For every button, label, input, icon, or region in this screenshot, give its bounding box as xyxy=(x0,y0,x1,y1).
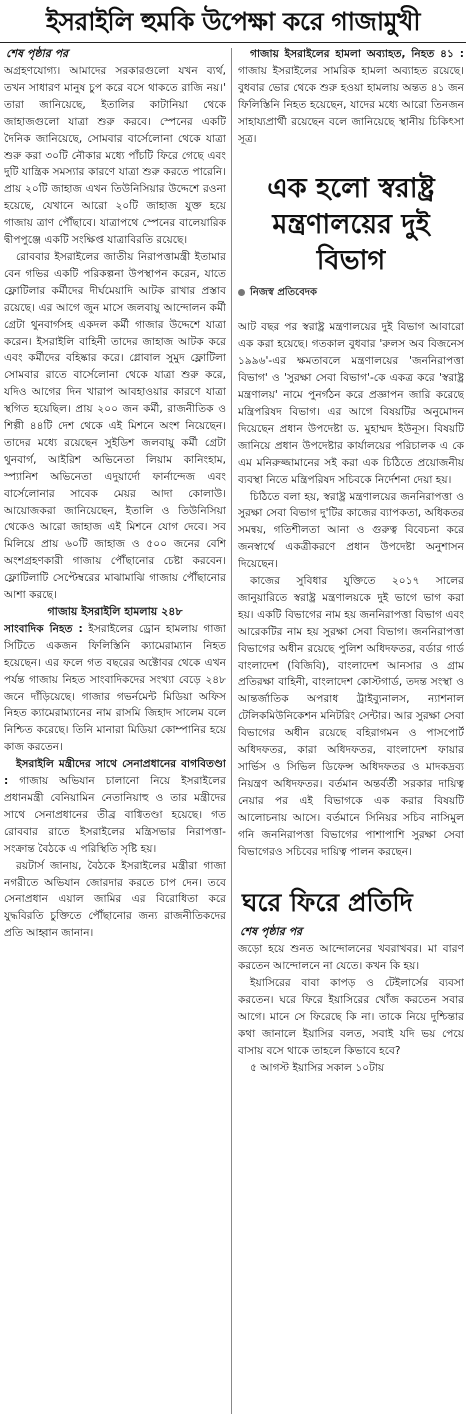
article-paragraph: চিঠিতে বলা হয়, স্বরাষ্ট্র মন্ত্রণালয়ের জননিরাপত্তা ও সুরক্ষা সেবা বিভাগ দু'টির কাজের ব্যাপকতা, অধিকতর সমন্বয়, গতিশীলতা আনা ও গুরুত্ব বিবেচনা করে জনস্বার্থে একত্রীকরণে প্রধান উপদেষ্টা অনুশাসন দিয়েছেন। xyxy=(238,490,464,571)
article-paragraph: রয়টার্স জানায়, বৈঠকে ইসরাইলের মন্ত্রীরা গাজা নগরীতে অভিযান জোরদার করতে চাপ দেন। তবে সেনাপ্রধান এয়াল জামির এর বিরোধিতা করে যুদ্ধবিরতি চুক্তিতে পৌঁছানোর জন্য রাজনীতিকদের প্রতি আহ্বান জানান। xyxy=(4,859,226,940)
section-text: গাজায় ইসরাইলের সামরিক হামলা অব্যাহত রয়েছে। বুধবার ভোর থেকে শুরু হওয়া হামলায় অন্তত ৪১ জন ফিলিস্তিনি নিহত হয়েছেন, যাদের মধ্যে আরো তিনজন সাহায্যপ্রার্থী রয়েছেন বলে জানিয়েছে স্থানীয় চিকিৎসা সূত্র। xyxy=(238,64,464,145)
article-paragraph: জড়ো হয়ে শুনত আন্দোলনের খবরাখবর। মা বারণ করতেন আন্দোলনে না যেতে। কখন কি হয়। xyxy=(238,943,464,973)
article-headline-2: ঘরে ফিরে প্রতিদি xyxy=(242,888,413,918)
section-lead: সাংবাদিক নিহত : xyxy=(4,622,83,635)
article-paragraph: রোববার ইসরাইলের জাতীয় নিরাপত্তামন্ত্রী ইতামার বেন গভির একটি পরিকল্পনা উপস্থাপন করেন, যাতে ফ্লোটিলার কর্মীদের দীর্ঘমেয়াদি আটক রাখার প্রস্তাব রয়েছে। এর আগে জুন মাসে জলবায়ু আন্দোলন কর্মী গ্রেটা থুনবার্গসহ একদল কর্মী গাজার উদ্দেশে যাত্রা করেন। ইসরাইলি বাহিনী তাদের জাহাজ আটক করে এবং কর্মীদের বহিষ্কার করে। গ্লোবাল সুমুদ ফ্লোটিলা সোমবার রাতে বার্সেলোনা থেকে যাত্রা শুরু করে, যদিও আগের দিন খারাপ আবহাওয়ার কারণে যাত্রা স্থগিত হয়েছিল। প্রায় ২০০ জন কর্মী, রাজনীতিক ও শিল্পী ৪৪টি দেশ থেকে এই মিশনে অংশ নিয়েছেন। তাদের মধ্যে রয়েছেন সুইডিশ জলবায়ু কর্মী গ্রেটা থুনবার্গ, আইরিশ অভিনেতা লিয়াম কানিংহাম, স্প্যানিশ অভিনেতা এদুয়ার্দো ফার্নান্দেজ এবং বার্সেলোনার সাবেক মেয়র আদা কোলাউ। আয়োজকরা জানিয়েছেন, ইতালি ও তিউনিসিয়া থেকেও আরো জাহাজ এই মিশনে যোগ দেবে। সব মিলিয়ে প্রায় ৬০টি জাহাজ ও ৫০০ জনের বেশি অংশগ্রহণকারী গাজায় পৌঁছানোর চেষ্টা করবেন। ফ্লোটিলাটি সেপ্টেম্বরের মাঝামাঝি গাজায় পৌঁছানোর আশা করছে। xyxy=(4,250,226,602)
right-column xyxy=(238,46,464,1414)
byline-text: নিজস্ব প্রতিবেদক xyxy=(250,287,318,299)
section-lead: গাজায় ইসরাইলের হামলা অব্যাহত, নিহত ৪১ : xyxy=(250,48,464,60)
article-paragraph: অগ্রহণযোগ্য। আমাদের সরকারগুলো যখন ব্যর্থ, তখন সাধারণ মানুষ চুপ করে বসে থাকতে রাজি নয়।' তারা জানিয়েছে, ইতালির কাটানিয়া থেকে জাহাজগুলো যাত্রা শুরু করবে। স্পেনের একটি দৈনিক জানিয়েছে, সোমবার বার্সেলোনা থেকে যাত্রা শুরু করা ৩০টি নৌকার মধ্যে পাঁচটি ফিরে গেছে এবং দুটি যান্ত্রিক সমস্যার কারণে যাত্রা শুরু করতে পারেনি। প্রায় ২০টি জাহাজ এখন তিউনিসিয়ার উদ্দেশে রওনা হয়েছে, যেখানে আরো ২০টি জাহাজ যুক্ত হয়ে গাজায় ত্রাণ পৌঁছাবে। যাত্রাপথে স্পেনের বালেয়ারিক দ্বীপপুঞ্জে একটি সংক্ষিপ্ত যাত্রাবিরতি রয়েছে। xyxy=(4,65,226,247)
article-paragraph: ৫ আগস্ট ইয়াসির সকাল ১০টায় xyxy=(250,1061,385,1074)
section-text: ইসরাইলের ড্রোন হামলায় গাজা সিটিতে একজন ফিলিস্তিনি ক্যামেরাম্যান নিহত হয়েছেন। এর ফলে গত বছরের অক্টোবর থেকে এখন পর্যন্ত গাজায় নিহত সাংবাদিকদের সংখ্যা বেড়ে ২৪৮ জনে দাঁড়িয়েছে। গাজার গভর্নমেন্ট মিডিয়া অফিস নিহত ক্যামেরাম্যানের নাম রাসমি জিহাদ সালেম বলে নিশ্চিত করেছে। তিনি মানারা মিডিয়া কোম্পানির হয়ে কাজ করতেন। xyxy=(4,622,226,754)
subheading: গাজায় ইসরাইলি হামলায় ২৪৮ xyxy=(47,605,183,618)
article-paragraph: আট বছর পর স্বরাষ্ট্র মন্ত্রণালয়ের দুই বিভাগ আবারো এক করা হয়েছে। গতকাল বুধবার 'রুলস অব বিজনেস ১৯৯৬'-এর ক্ষমতাবলে মন্ত্রণালয়ের 'জননিরাপত্তা বিভাগ' ও 'সুরক্ষা সেবা বিভাগ'-কে একত্র করে 'স্বরাষ্ট্র মন্ত্রণালয়' নামে পুনর্গঠন করে প্রজ্ঞাপন জারি করেছে মন্ত্রিপরিষদ বিভাগ। এর আগে বিষয়টির অনুমোদন দিয়েছেন প্রধান উপদেষ্টা ড. মুহাম্মদ ইউনূস। বিষয়টি জানিয়ে প্রধান উপদেষ্টার কার্যালয়ের পরিচালক এ কে এম মনিরুজ্জামানের সই করা এক চিঠিতে প্রয়োজনীয় ব্যবস্থা নিতে মন্ত্রিপরিষদ সচিবকে নির্দেশনা দেয়া হয়। xyxy=(238,321,464,486)
article-paragraph xyxy=(4,621,226,756)
bullet-icon xyxy=(238,289,245,296)
headline-rule xyxy=(0,42,466,43)
continued-kicker: শেষ পৃষ্ঠার পর xyxy=(6,47,69,60)
article-paragraph xyxy=(4,756,226,857)
article-paragraph: কাজের সুবিধার যুক্তিতে ২০১৭ সালের জানুয়ারিতে স্বরাষ্ট্র মন্ত্রণালয়কে দুই ভাগে ভাগ করা হয়। একটি বিভাগের নাম হয় জননিরাপত্তা বিভাগ এবং আরেকটির নাম হয় সুরক্ষা সেবা বিভাগ। জননিরাপত্তা বিভাগের অধীন রয়েছে পুলিশ অধিদফতর, বর্ডার গার্ড বাংলাদেশ (বিজিবি), বাংলাদেশ আনসার ও গ্রাম প্রতিরক্ষা বাহিনী, বাংলাদেশ কোস্টগার্ড, তদন্ত সংস্থা ও আন্তর্জাতিক অপরাধ ট্রাইব্যুনালস, ন্যাশনাল টেলিকমিউনিকেশন মনিটরিং সেন্টার। আর সুরক্ষা সেবা বিভাগের অধীন রয়েছে বহিরাগমন ও পাসপোর্ট অধিদফতর, কারা অধিদফতর, বাংলাদেশ ফায়ার সার্ভিস ও সিভিল ডিফেন্স অধিদফতর ও মাদকদ্রব্য নিয়ন্ত্রণ অধিদফতর। বর্তমান অন্তর্বর্তী সরকার দায়িত্ব নেয়ার পর এই বিভাগকে এক করার বিষয়টি আলোচনায় আসে। বর্তমানে সিনিয়র সচিব নাসিমুল গনি জননিরাপত্তা বিভাগের পাশাপাশি সুরক্ষা সেবা বিভাগেরও সচিবের দায়িত্ব পালন করছেন। xyxy=(238,575,464,858)
left-column xyxy=(4,46,226,1414)
byline xyxy=(238,285,464,301)
column-divider xyxy=(231,48,232,1414)
article-paragraph: ইয়াসিরের বাবা কাপড় ও টেইলার্সের ব্যবসা করতেন। ঘরে ফিরে ইয়াসিরের খোঁজ করতেন সবার আগে। মানে সে ফিরেছে কি না। তাকে নিয়ে দুশ্চিন্তার কথা জানালে ইয়াসির বলত, সবাই যদি ভয় পেয়ে বাসায় বসে থাকে তাহলে কিভাবে হবে? xyxy=(238,977,464,1057)
article-paragraph xyxy=(238,46,464,147)
continued-kicker: শেষ পৃষ্ঠার পর xyxy=(240,925,303,939)
article-headline: এক হলো স্বরাষ্ট্র মন্ত্রণালয়ের দুই বিভাগ xyxy=(267,173,435,277)
top-headline: ইসরাইলি হুমকি উপেক্ষা করে গাজামুখী xyxy=(45,7,421,36)
section-text: গাজায় অভিযান চালানো নিয়ে ইসরাইলের প্রধানমন্ত্রী বেনিয়ামিন নেতানিয়াহু ও তার মন্ত্রীদের সাথে সেনাপ্রধানের তীব্র বাগ্বিতণ্ডা হয়েছে। গত রোববার রাতে ইসরাইলের মন্ত্রিসভার নিরাপত্তা-সংক্রান্ত বৈঠকে এ পরিস্থিতি সৃষ্টি হয়। xyxy=(4,775,226,855)
section-lead: ইসরাইলি মন্ত্রীদের সাথে সেনাপ্রধানের বাগবিতণ্ডা : xyxy=(4,758,226,788)
